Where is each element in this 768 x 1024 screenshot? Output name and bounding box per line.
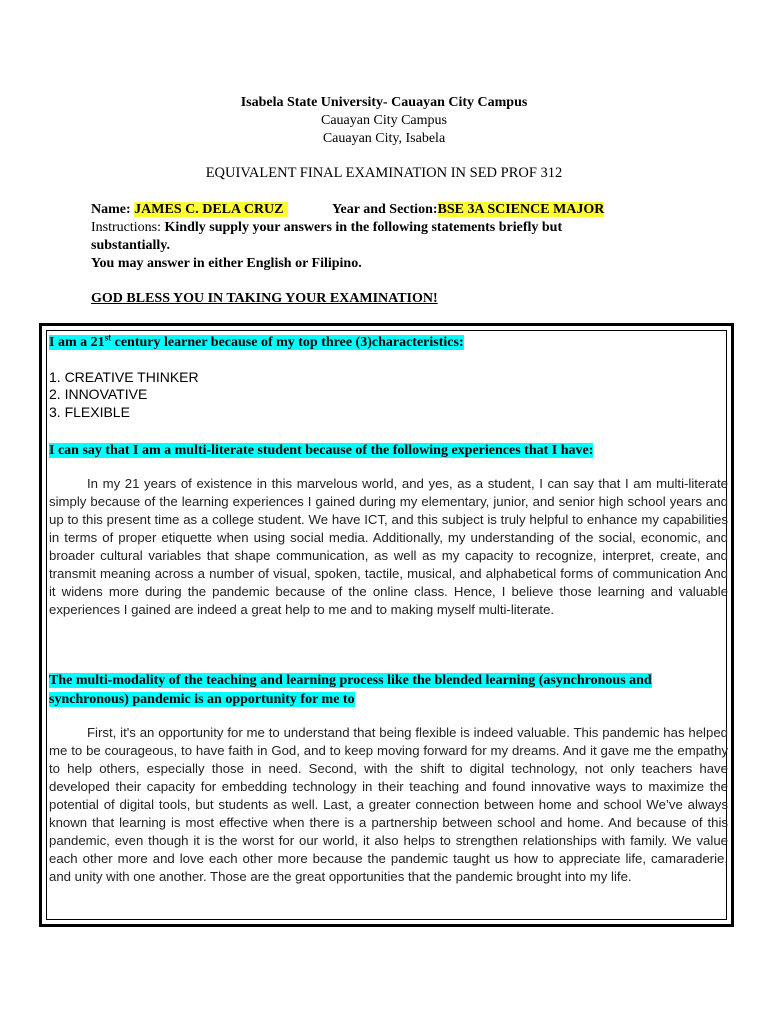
student-info-row (91, 201, 604, 219)
q3-prompt (49, 671, 728, 709)
campus-name: Cauayan City Campus (321, 113, 447, 128)
q1-prompt-text-end: century learner because of my top three (3)characteristics: (111, 335, 464, 350)
name-value: JAMES C. DELA CRUZ (134, 202, 287, 217)
section-value: BSE 3A SCIENCE MAJOR (437, 202, 605, 217)
q3-prompt-line2: synchronous) pandemic is an opportunity for me to (49, 692, 355, 707)
q3-answer: First, it's an opportunity for me to understand that being flexible is indeed valuable. This pandemic has helped me to be courageous, to have faith in God, and to keep moving forward for my dreams. And it gave me the empathy to help others, especially those in need. Second, with the shift to digital technology, not only teachers have developed their capacity for embedding technology in their teaching and found innovative ways to maximize the potential of digital tools, but students as well. Last, a greater connection between home and school We’ve always known that learning is most effective when there is a partnership between school and home. And because of this pandemic, even though it is the worst for our world, it also helps to strengthen relationships with family. We value each other more and love each other more because the pandemic taught us how to appreciate life, camaraderie, and unity with one another. Those are the great opportunities that the pandemic brought into my life. (49, 725, 728, 884)
instructions-text: Kindly supply your answers in the following statements briefly but (164, 220, 563, 235)
q2-prompt (49, 442, 593, 459)
q2-prompt-text: I can say that I am a multi-literate student because of the following experiences that I have: (49, 443, 594, 458)
q1-answer-1: 1. CREATIVE THINKER (49, 369, 199, 385)
instructions-line (91, 219, 562, 237)
q2-answer: In my 21 years of existence in this marvelous world, and yes, as a student, I can say that I am multi-literate simply because of the learning experiences I gained during my elementary, junior, and senior high school years and up to this present time as a college student. We have ICT, and this subject is truly helpful to enhance my capabilities in terms of proper etiquette when using social media. Additionally, my understanding of the social, economic, and broader cultural variables that shape communication, as well as my capacity to recognize, interpret, create, and transmit meaning across a number of visual, spoken, tactile, musical, and alphabetical forms of communication And it widens more during the pandemic because of the online class. Hence, I believe those learning and valuable experiences I gained are indeed a great help to me and to making myself multi-literate. (49, 476, 728, 617)
instructions-text-cont: substantially. (91, 238, 170, 253)
city-name: Cauayan City, Isabela (322, 131, 446, 146)
blessing-text: GOD BLESS YOU IN TAKING YOUR EXAMINATION! (91, 291, 438, 306)
q1-answer-2: 2. INNOVATIVE (49, 386, 148, 402)
university-name: Isabela State University- Cauayan City Campus (240, 95, 528, 110)
section-label: Year and Section: (332, 202, 438, 217)
q1-answer-3: 3. FLEXIBLE (49, 404, 130, 420)
q1-prompt-sup: st (104, 332, 112, 343)
q3-prompt-line1: The multi-modality of the teaching and learning process like the blended learning (asynchronous and (49, 673, 652, 688)
language-note: You may answer in either English or Filipino. (91, 256, 362, 271)
instructions-label: Instructions: (91, 220, 161, 235)
exam-title: EQUIVALENT FINAL EXAMINATION IN SED PROF 312 (205, 165, 563, 181)
q1-prompt (49, 334, 464, 351)
q1-prompt-text: I am a 21 (49, 335, 105, 350)
name-label: Name: (91, 202, 131, 217)
